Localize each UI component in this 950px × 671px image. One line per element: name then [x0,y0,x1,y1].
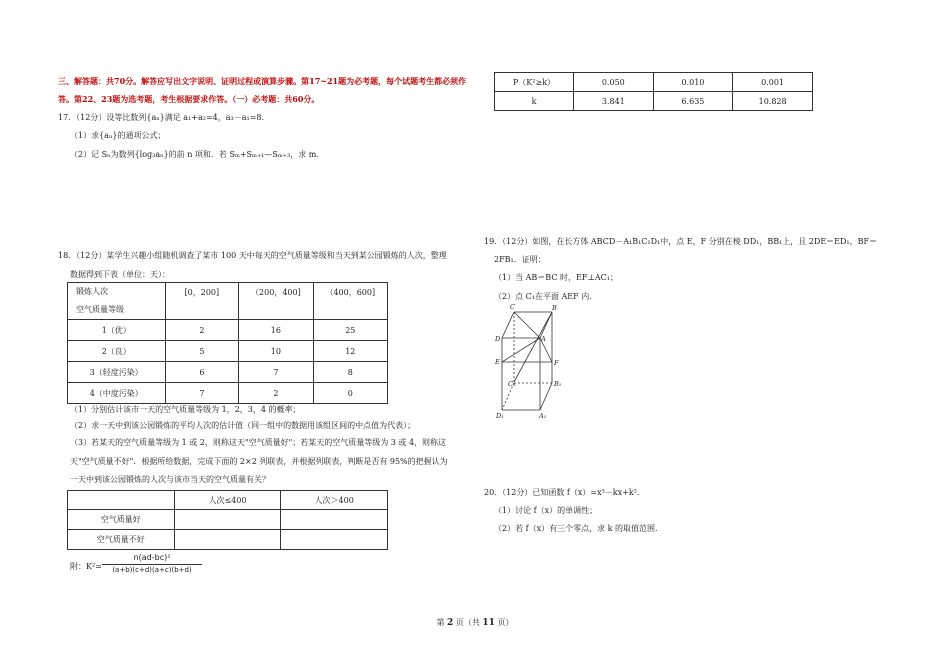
q18-stem-line2: 数据得到下表（单位：天）： [70,270,170,279]
label-E: E [495,358,500,366]
formula-denominator: (a+b)(c+d)(a+c)(b+d) [112,566,192,574]
table-cell: 2 [239,383,313,404]
label-B: B [552,304,557,312]
label-A: A [541,335,546,343]
q19-part1: （1）当 AB＝BC 时，EF⊥AC₁； [494,273,618,282]
contingency-header [68,491,175,510]
table-cell: 5 [165,341,239,362]
contingency-header: 人次≤400 [174,491,281,510]
q18-part2: （2）求一天中到该公园锻炼的平均人次的估计值（同一组中的数据用该组区间的中点值为代表）； [70,421,416,430]
q20-stem: 20．（12分）已知函数 f（x）=x³－kx+k². [484,488,640,497]
table-cell: 7 [239,362,313,383]
table-cell: 0 [313,383,387,404]
table-cell: 7 [165,383,239,404]
row-label: 3（轻度污染） [68,362,166,383]
q17-stem: 17．（12分）设等比数列{aₙ}满足 a₁+a₂=4，a₃－a₁=8． [58,113,270,122]
table-row [495,73,813,92]
table-row [68,510,388,530]
table-row [68,383,388,404]
contingency-table [67,490,388,550]
label-F: F [554,359,559,367]
label-C: C [510,303,515,311]
corner-bottom-label: 空气质量等级 [76,305,124,314]
contingency-blank-cell[interactable] [174,510,281,530]
table-row [68,362,388,383]
table-cell: 25 [313,320,387,341]
footer-middle: 页（共 [455,618,480,627]
table-cell: 12 [313,341,387,362]
total-pages: 11 [482,618,495,628]
row-label: 1（优） [68,320,166,341]
table-header: [0，200] [165,283,239,320]
formula-numerator: n(ad-bc)² [133,553,171,562]
table-row [68,341,388,362]
table-cell: 6 [165,362,239,383]
page-number: 2 [447,618,454,628]
table-cell: 3.841 [573,92,653,111]
table-cell: 8 [313,362,387,383]
table-cell: 0.050 [573,73,653,92]
table-cell: 0.010 [653,73,733,92]
label-A1: A₁ [539,412,547,420]
table-cell: 16 [239,320,313,341]
table-header: （400，600] [313,283,387,320]
q18-part1: （1）分别估计该市一天的空气质量等级为 1，2，3，4 的概率； [70,405,301,414]
contingency-row-label: 空气质量不好 [68,530,175,550]
contingency-header: 人次＞400 [281,491,388,510]
q19-stem-line2: 2FB₁．证明： [494,255,546,264]
table-row [495,92,813,111]
table-cell: 6.635 [653,92,733,111]
q18-stem-line1: 18．（12分）某学生兴趣小组随机调查了某市 100 天中每天的空气质量等级和当天到某公园锻炼的人次，整理 [58,251,447,260]
contingency-blank-cell[interactable] [174,530,281,550]
q19-stem-line1: 19．（12分）如图，在长方体 ABCD－A₁B₁C₁D₁中，点 E，F 分别在棱 DD₁，BB₁上，且 2DE＝ED₁，BF＝ [484,237,878,246]
label-C1: C₁ [508,380,516,388]
table-cell: 10 [239,341,313,362]
q20-part1: （1）讨论 f（x）的单调性； [494,506,598,515]
q18-part3-line1: （3）若某天的空气质量等级为 1 或 2，则称这天"空气质量好"；若某天的空气质量等级为 3 或 4，则称这 [70,438,447,447]
table-header: （200，400] [239,283,313,320]
edge-C1B [514,312,552,382]
fraction-bar [102,564,202,565]
row-label: 2（良） [68,341,166,362]
section-header-line2: 答。第22、23题为选考题，考生根据要求作答。（一）必考题：共60分。 [58,94,320,104]
table-cell: k [495,92,574,111]
table-cell: P（K²≥k） [495,73,574,92]
edge-A1B1 [540,383,552,410]
table-cell: 10.828 [733,92,813,111]
footer-prefix: 第 [436,618,445,627]
table-row [68,530,388,550]
contingency-blank-cell[interactable] [281,510,388,530]
q18-part3-line2: 天"空气质量不好"．根据所给数据，完成下面的 2×2 列联表，并根据列联表，判断是否有 95%的把握认为 [70,457,448,466]
table-corner-cell [68,283,166,320]
contingency-blank-cell[interactable] [281,530,388,550]
corner-top-label: 锻炼人次 [76,287,108,296]
section-header-line1: 三、解答题：共70分。解答应写出文字说明、证明过程或演算步骤。第17~21题为必考题，每个试题考生都必须作 [58,76,467,86]
q18-data-table [67,282,388,404]
table-cell: 2 [165,320,239,341]
table-cell: 0.001 [733,73,813,92]
edge-CA [514,312,540,338]
edge-EA [502,338,540,362]
k-critical-value-table [494,72,813,111]
q17-part2: （2）记 Sₙ为数列{log₃aₙ}的前 n 项和．若 Sₘ+Sₘ₊₁—Sₘ₊₃，求 m. [70,150,319,159]
q18-part3-line3: 一天中到该公园锻炼的人次与该市当天的空气质量有关？ [70,475,270,484]
footer-suffix: 页） [497,618,514,627]
page-footer [0,617,950,628]
q19-part2: （2）点 C₁在平面 AEF 内. [494,292,592,301]
row-label: 4（中度污染） [68,383,166,404]
label-D1: D₁ [496,412,504,420]
q20-part2: （2）若 f（x）有三个零点，求 k 的取值范围. [494,524,658,533]
label-B1: B₁ [554,380,562,388]
table-row [68,320,388,341]
edge-CD [502,312,514,338]
formula-prefix: 附：K²= [70,562,102,571]
label-D: D [495,335,501,343]
q17-part1: （1）求{aₙ}的通项公式； [70,131,166,140]
contingency-row-label: 空气质量好 [68,510,175,530]
cuboid-figure [488,300,578,425]
